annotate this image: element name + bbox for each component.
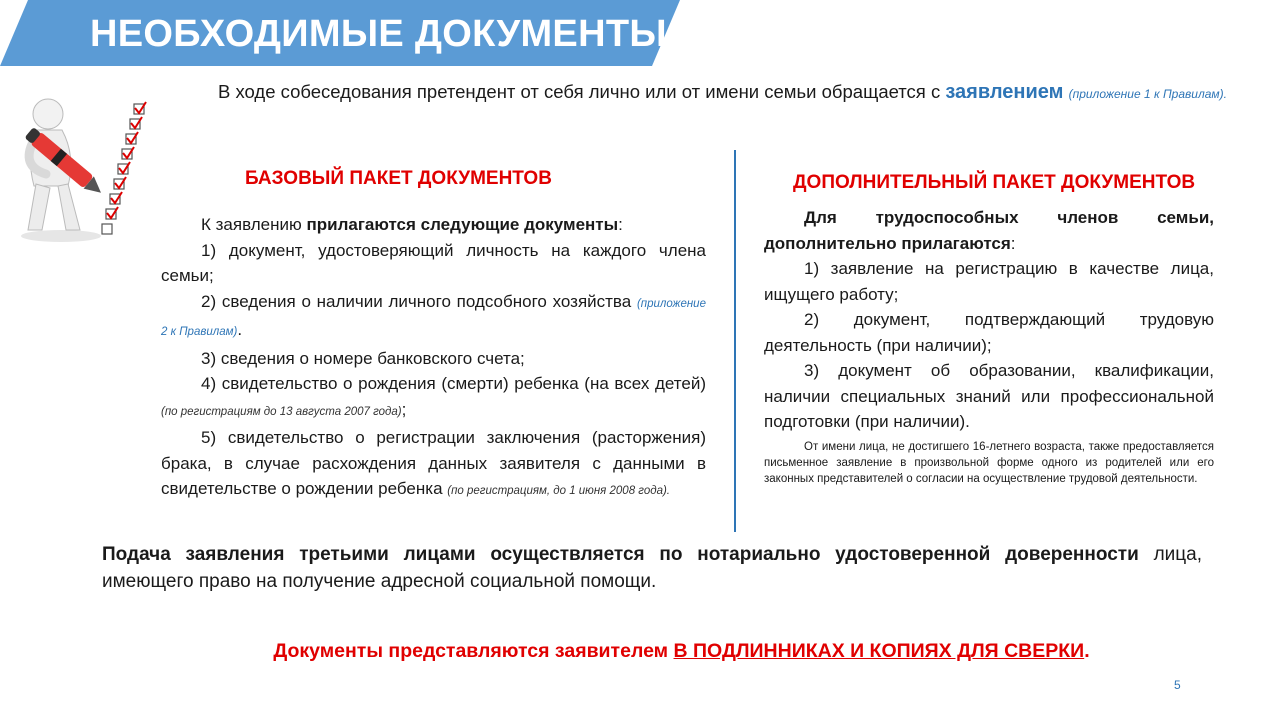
- base-item-4: 4) свидетельство о рождения (смерти) ребенка (на всех детей) (по регистрациям до 13 августа 2007 года);: [161, 374, 706, 419]
- base-lead: К заявлению прилагаются следующие документы:: [201, 215, 623, 234]
- additional-note: От имени лица, не достигшего 16-летнего возраста, также предоставляется письменное заявление в произвольной форме одного из родителей или его законных представителей о согласии на осуществление трудовой деятельности.: [764, 440, 1214, 485]
- third-party-rest: лица, имеющего право на получение адресной социальной помощи.: [102, 544, 1202, 592]
- additional-package-list: [764, 205, 1214, 487]
- base-item-2: 2) сведения о наличии личного подсобного хозяйства (приложение 2 к Правилам).: [161, 291, 706, 339]
- third-party-paragraph: [102, 541, 1202, 595]
- additional-item-3: 3) документ об образовании, квалификации, наличии специальных знаний или профессиональной подготовки (при наличии).: [764, 361, 1214, 431]
- intro-reference: (приложение 1 к Правилам).: [1068, 87, 1227, 101]
- intro-keyword: заявлением: [945, 81, 1064, 103]
- base-package-title: БАЗОВЫЙ ПАКЕТ ДОКУМЕНТОВ: [245, 168, 552, 189]
- base-item-1: 1) документ, удостоверяющий личность на каждого члена семьи;: [161, 240, 706, 285]
- third-party-bold: Подача заявления третьими лицами осуществляется по нотариально удостоверенной доверенности: [102, 544, 1139, 565]
- title-banner: [0, 0, 690, 72]
- additional-item-2: 2) документ, подтверждающий трудовую деятельность (при наличии);: [764, 310, 1214, 355]
- checklist-figure-illustration: [6, 96, 166, 246]
- page-number: 5: [1174, 678, 1181, 692]
- column-divider: [734, 150, 736, 532]
- page-title: НЕОБХОДИМЫЕ ДОКУМЕНТЫ: [90, 13, 667, 55]
- intro-text: В ходе собеседования претендент от себя лично или от имени семьи обращается с: [218, 81, 941, 102]
- additional-item-1: 1) заявление на регистрацию в качестве лица, ищущего работу;: [764, 259, 1214, 304]
- final-note: Документы представляются заявителем В ПОДЛИННИКАХ И КОПИЯХ ДЛЯ СВЕРКИ.: [273, 640, 1090, 662]
- intro-paragraph: [180, 80, 1260, 106]
- additional-lead: Для трудоспособных членов семьи, дополнительно прилагаются:: [764, 208, 1214, 253]
- base-item-3: 3) сведения о номере банковского счета;: [201, 348, 525, 368]
- additional-package-title: ДОПОЛНИТЕЛЬНЫЙ ПАКЕТ ДОКУМЕНТОВ: [793, 172, 1196, 193]
- final-note-emphasis: В ПОДЛИННИКАХ И КОПИЯХ ДЛЯ СВЕРКИ: [673, 640, 1085, 662]
- base-package-list: [161, 212, 706, 505]
- base-item-5: 5) свидетельство о регистрации заключения (расторжения) брака, в случае расхождения данных заявителя с данными в свидетельстве о рождении ребенка (по регистрациям, до 1 июня 2008 года).: [161, 428, 706, 498]
